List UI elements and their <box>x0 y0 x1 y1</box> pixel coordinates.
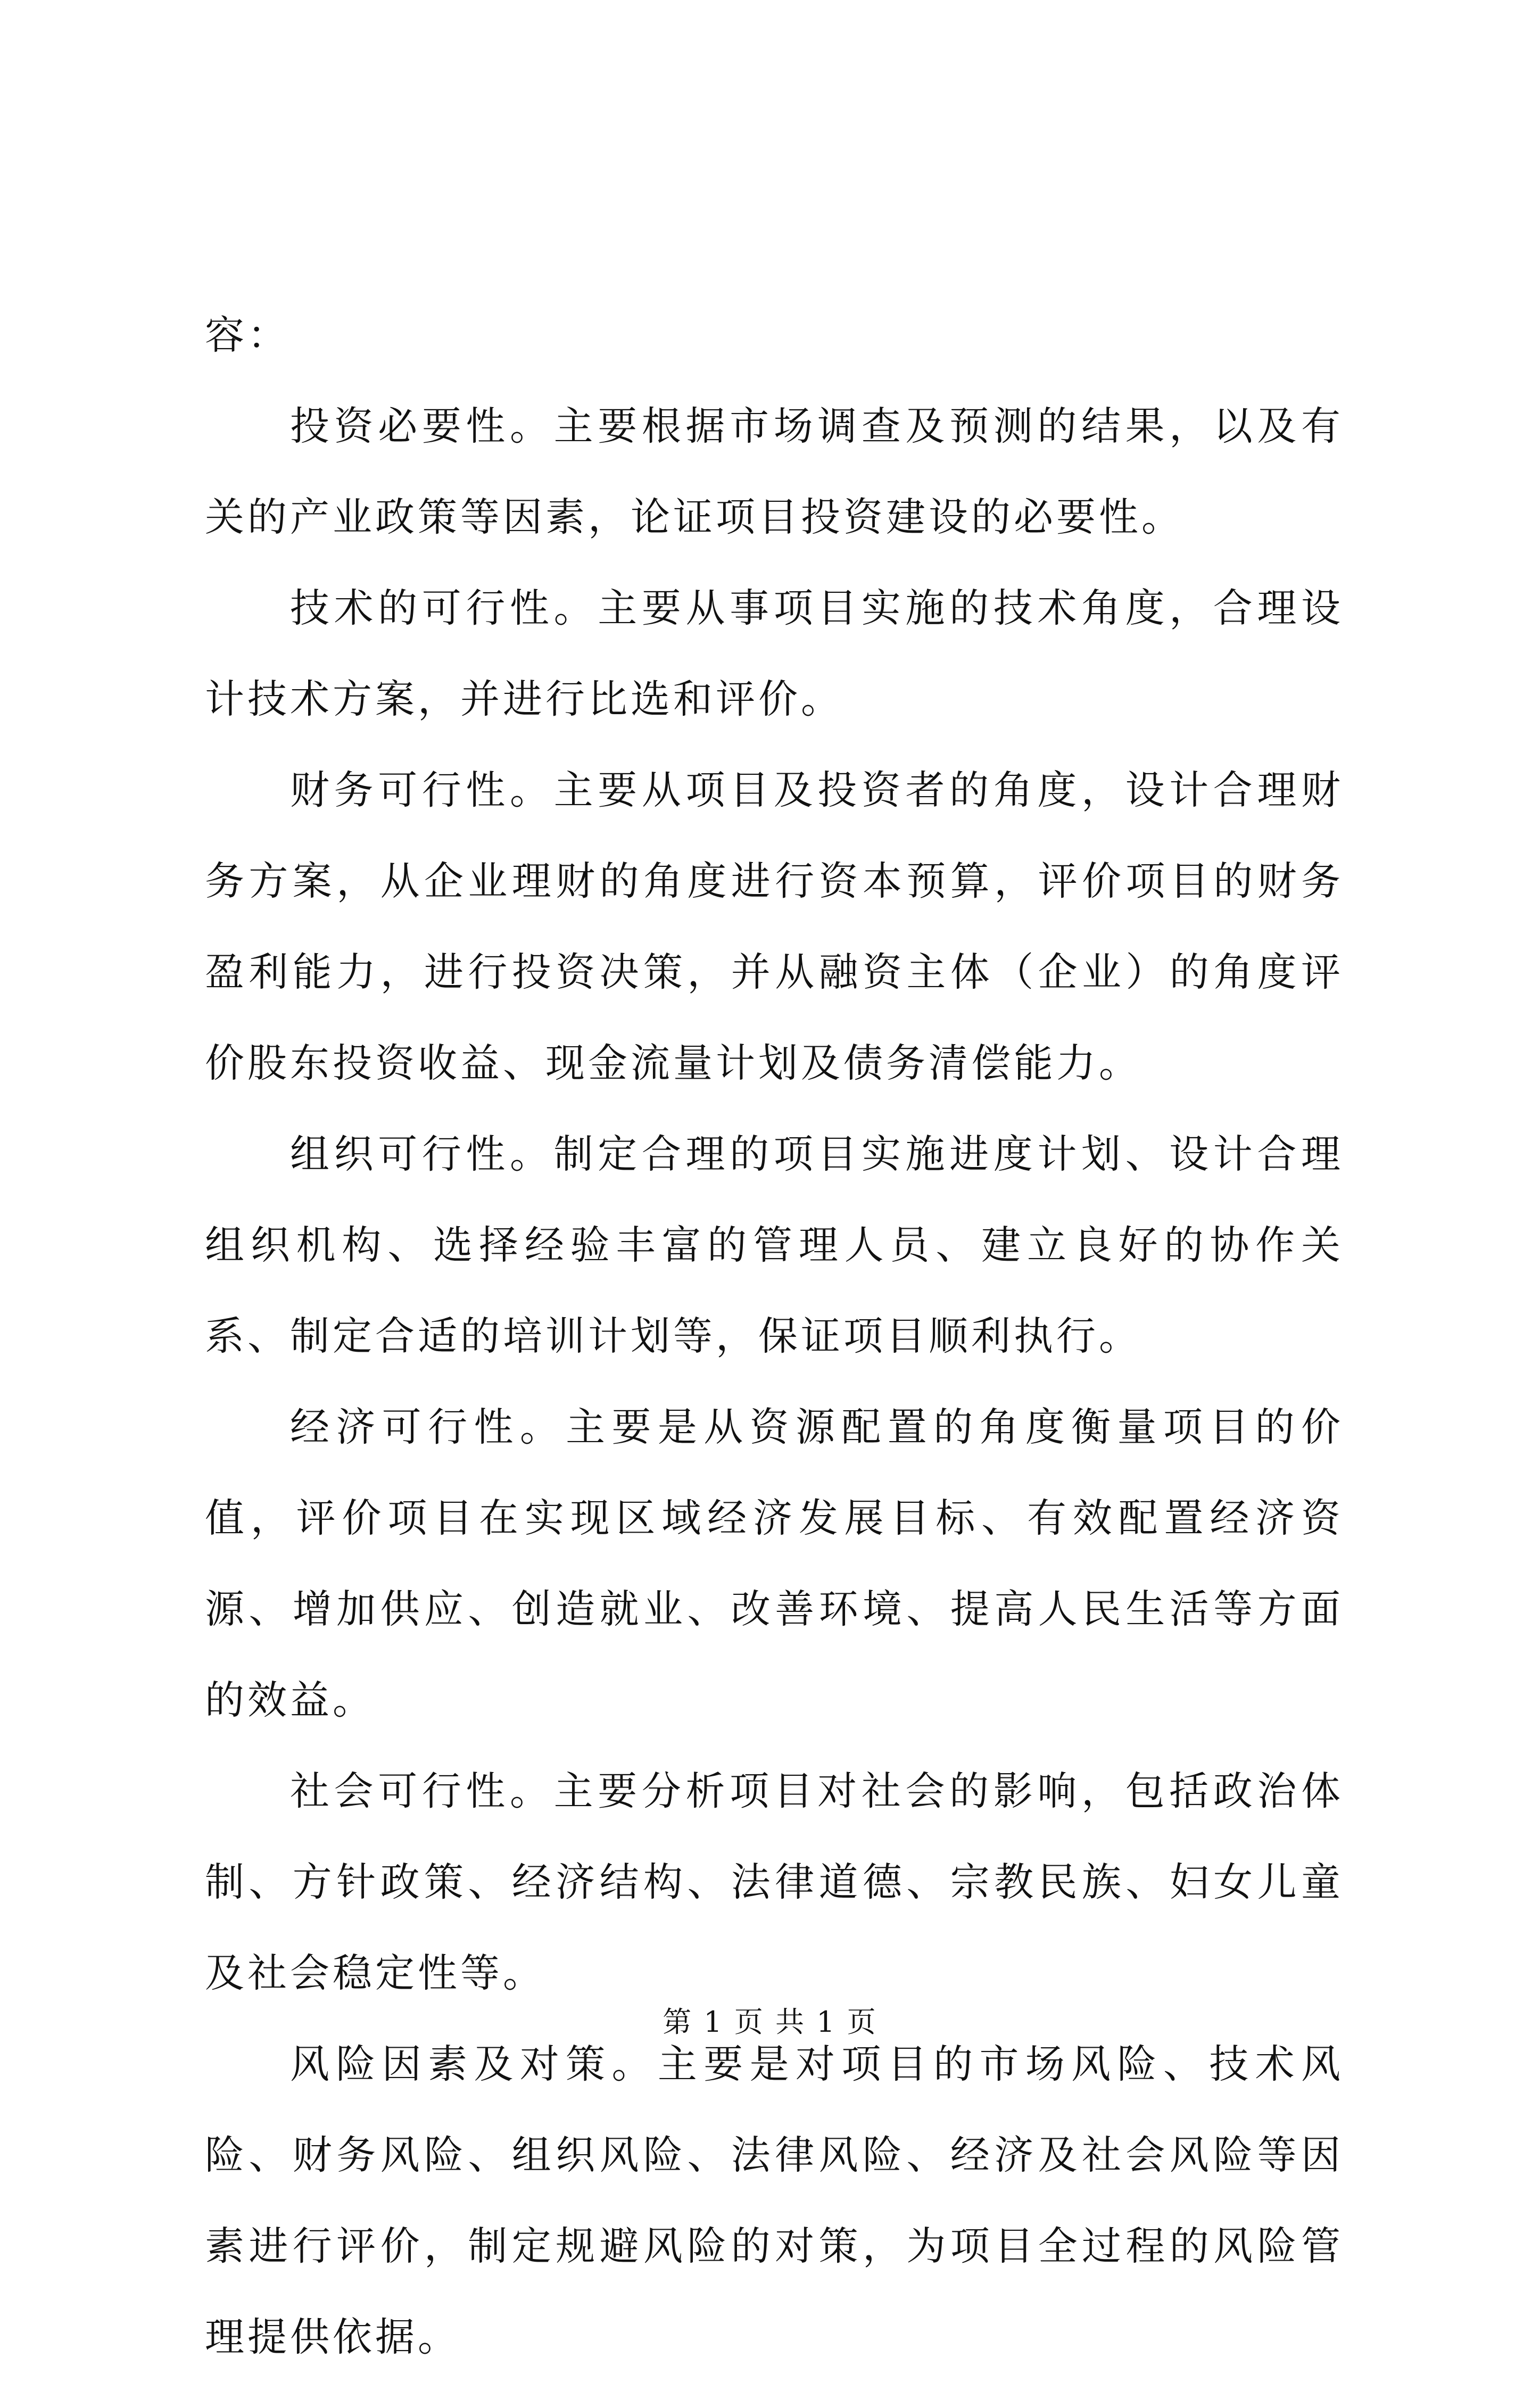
paragraph-economic-feasibility: 经济可行性。主要是从资源配置的角度衡量项目的价值，评价项目在实现区域经济发展目标、有效配置经济资源、增加供应、创造就业、改善环境、提高人民生活等方面的效益。 <box>205 1404 1344 1723</box>
document-body <box>205 290 1344 2383</box>
paragraph-financial-feasibility: 财务可行性。主要从项目及投资者的角度，设计合理财务方案，从企业理财的角度进行资本预算，评价项目的财务盈利能力，进行投资决策，并从融资主体（企业）的角度评价股东投资收益、现金流量计划及债务清偿能力。 <box>205 767 1344 1086</box>
paragraph-investment-necessity: 投资必要性。主要根据市场调查及预测的结果，以及有关的产业政策等因素，论证项目投资建设的必要性。 <box>205 403 1344 540</box>
paragraph-risk-factors: 风险因素及对策。主要是对项目的市场风险、技术风险、财务风险、组织风险、法律风险、经济及社会风险等因素进行评价，制定规避风险的对策，为项目全过程的风险管理提供依据。 <box>205 2041 1344 2360</box>
paragraph-social-feasibility: 社会可行性。主要分析项目对社会的影响，包括政治体制、方针政策、经济结构、法律道德、宗教民族、妇女儿童及社会稳定性等。 <box>205 1768 1344 1996</box>
paragraph-organizational-feasibility: 组织可行性。制定合理的项目实施进度计划、设计合理组织机构、选择经验丰富的管理人员、建立良好的协作关系、制定合适的培训计划等，保证项目顺利执行。 <box>205 1131 1344 1359</box>
paragraph-technical-feasibility: 技术的可行性。主要从事项目实施的技术角度，合理设计技术方案，并进行比选和评价。 <box>205 585 1344 722</box>
paragraph-continuation: 容： <box>205 312 290 358</box>
page-number-footer: 第 1 页 共 1 页 <box>663 2005 877 2039</box>
